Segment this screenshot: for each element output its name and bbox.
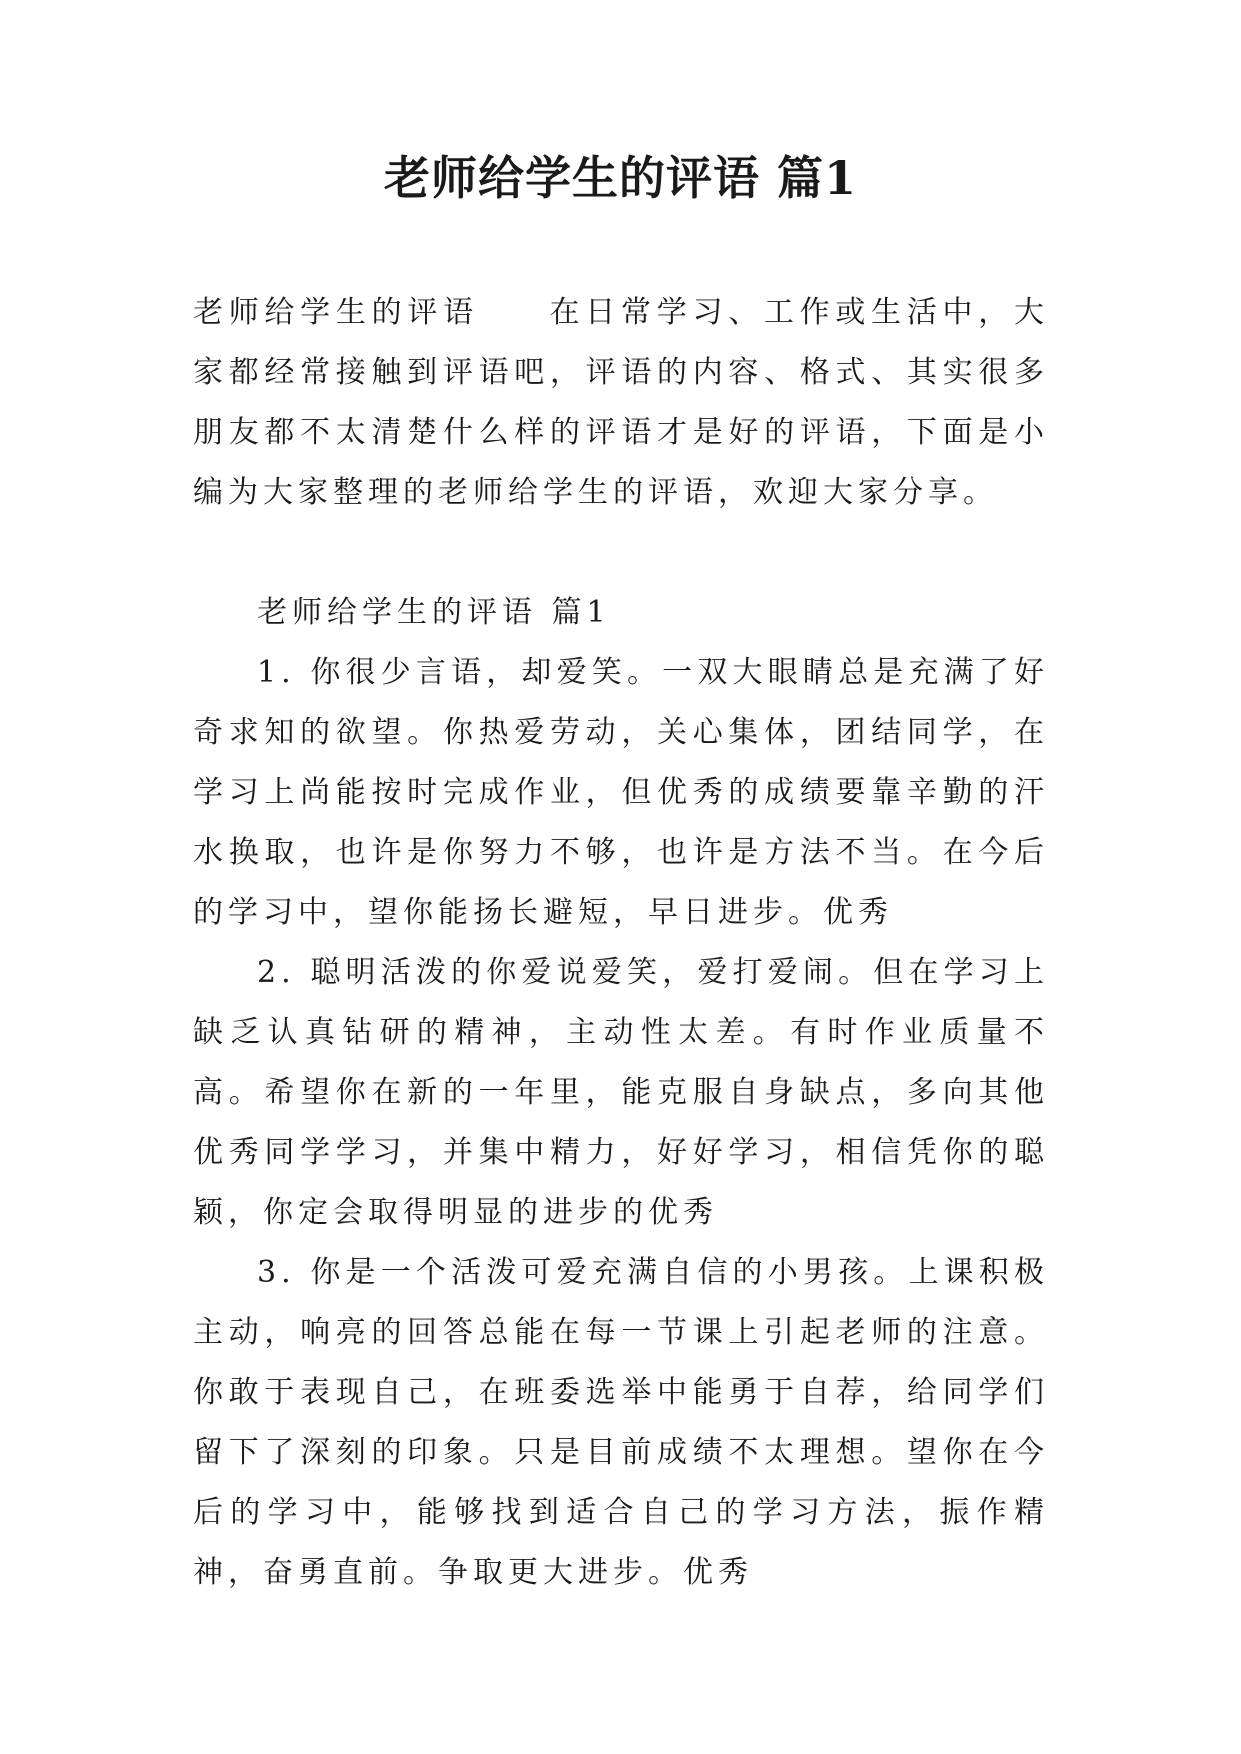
comment-item-1: 1. 你很少言语，却爱笑。一双大眼睛总是充满了好奇求知的欲望。你热爱劳动，关心集体，团结同学，在学习上尚能按时完成作业，但优秀的成绩要靠辛勤的汗水换取，也许是你努力不够，也许是方法不当。在今后的学习中，望你能扬长避短，早日进步。优秀 — [193, 655, 1049, 930]
intro-paragraph — [193, 283, 1049, 523]
paragraph-spacer — [193, 523, 1049, 583]
document-body — [193, 283, 1049, 1603]
comment-item-2: 2. 聪明活泼的你爱说爱笑，爱打爱闹。但在学习上缺乏认真钻研的精神，主动性太差。有时作业质量不高。希望你在新的一年里，能克服自身缺点，多向其他优秀同学学习，并集中精力，好好学习，相信凭你的聪颖，你定会取得明显的进步的优秀 — [193, 955, 1049, 1230]
intro-lead: 老师给学生的评语 — [193, 295, 479, 330]
intro-text: 在日常学习、工作或生活中，大家都经常接触到评语吧，评语的内容、格式、其实很多朋友都不太清楚什么样的评语才是好的评语，下面是小编为大家整理的老师给学生的评语，欢迎大家分享。 — [193, 295, 1050, 510]
document-title: 老师给学生的评语 篇1 — [383, 151, 858, 205]
section-heading: 老师给学生的评语 篇1 — [257, 595, 611, 630]
comment-item-3: 3. 你是一个活泼可爱充满自信的小男孩。上课积极主动，响亮的回答总能在每一节课上引起老师的注意。你敢于表现自己，在班委选举中能勇于自荐，给同学们留下了深刻的印象。只是目前成绩不太理想。望你在今后的学习中，能够找到适合自己的学习方法，振作精神，奋勇直前。争取更大进步。优秀 — [193, 1255, 1049, 1590]
